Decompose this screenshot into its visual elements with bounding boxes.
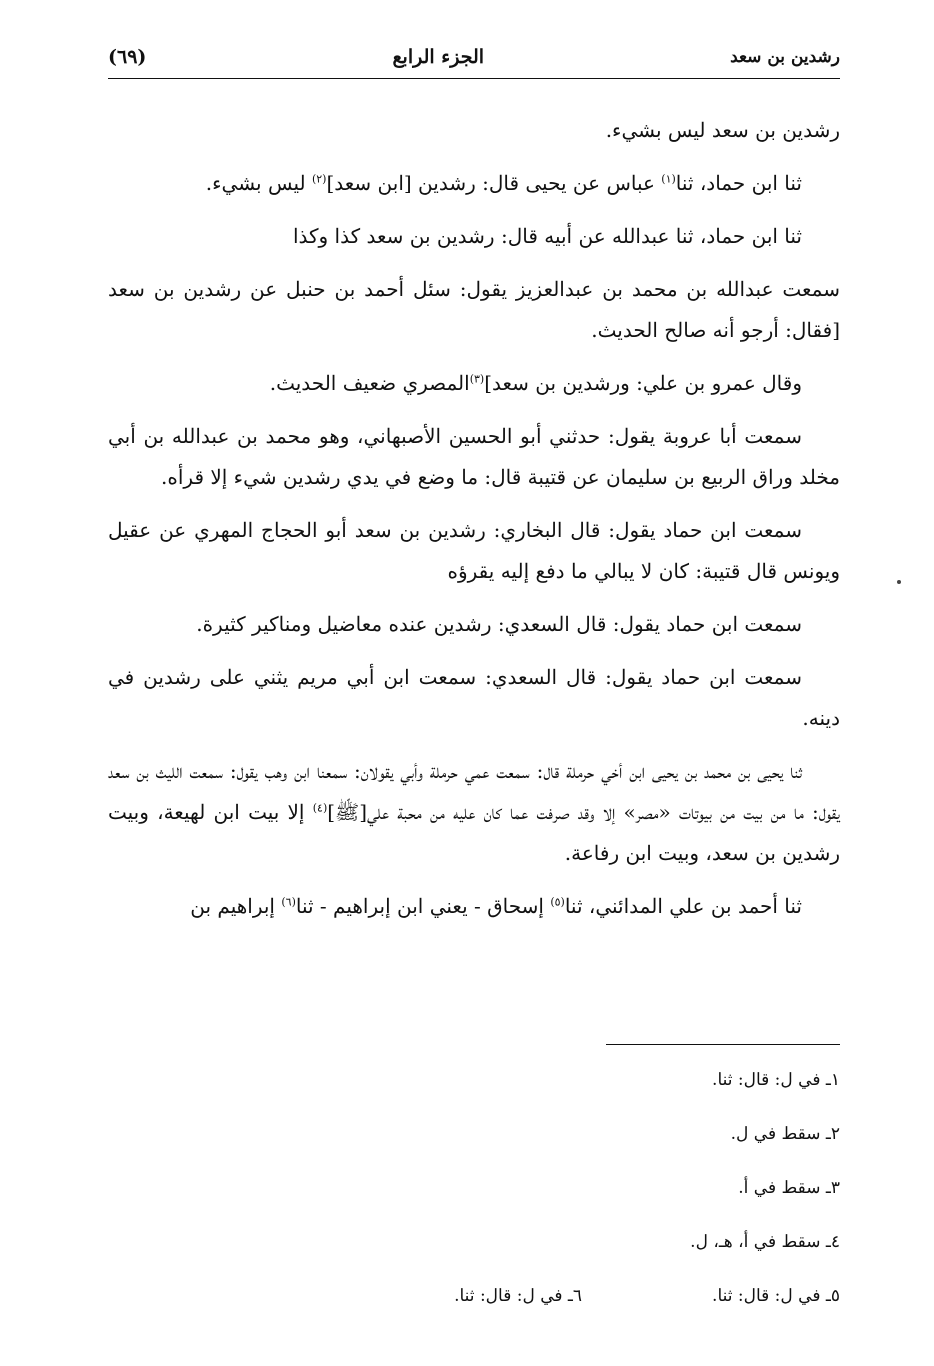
section-title: الجزء الرابع [392,46,485,68]
paragraph [108,163,840,204]
text-run: ثنا ابن حماد، ثنا [675,171,802,195]
footnote-ref: (٤) [312,801,328,815]
footnotes [108,1060,840,1330]
body-text [108,110,840,939]
text-run: إسحاق - يعني ابن إبراهيم - ثنا [295,894,551,918]
footnote: ٥ـ في ل: قال: ثنا. [712,1286,840,1306]
paragraph: ثنا ابن حماد، ثنا عبدالله عن أبيه قال: رشدين بن سعد كذا وكذا [292,224,802,248]
paragraph: سمعت ابن حماد يقول: قال السعدي: سمعت ابن أبي مريم يثني على رشدين في دينه. [108,665,840,730]
paragraph [108,751,840,874]
footnote-ref: (٢) [311,172,327,186]
page-header [108,40,840,74]
text-run: ثنا أحمد بن علي المدائني، ثنا [564,894,802,918]
text-run: وقال عمرو بن علي: ورشدين بن سعد] [484,371,802,395]
text-run: إلا بيت ابن لهيعة، وبيت رشدين بن سعد، وبيت ابن رفاعة. [108,800,840,865]
paragraph: سمعت عبدالله بن محمد بن عبدالعزيز يقول: سئل أحمد بن حنبل عن رشدين بن سعد [فقال: أرجو أنه صالح الحديث. [108,277,840,342]
text-run: المصري ضعيف الحديث. [269,371,470,395]
paragraph: رشدين بن سعد ليس بشيء. [605,118,840,142]
paragraph [108,363,840,404]
text-run: إبراهيم بن [190,894,282,918]
text-run: ليس بشيء. [205,171,312,195]
text-run: عباس عن يحيى قال: رشدين [ابن سعد] [326,171,662,195]
footnote: ١ـ في ل: قال: ثنا. [712,1070,840,1090]
footnote-row [108,1276,840,1330]
page-number: (٦٩) [108,46,147,68]
text-run: ثنا يحيى بن محمد بن يحيى ابن أخي حرملة قال: سمعت عمي حرملة وأبي يقولان: سمعنا ابن وهب يقول: سمعت الليث بن سعد يقول: ما من بيت من بيوتات «مصر» إلا وقد صرفت عما كان عليه من محبة علي[ﷺ] [108,759,840,824]
footnote-ref: (٦) [281,895,296,909]
scan-mark [897,580,901,584]
footnote-ref: (١) [661,172,676,186]
paragraph: سمعت ابن حماد يقول: قال البخاري: رشدين بن سعد أبو الحجاج المهري عن عقيل ويونس قال قتيبة: كان لا يبالي ما دفع إليه يقرؤه [108,518,840,583]
footnote: ٢ـ سقط في ل. [730,1124,840,1144]
paragraph [108,886,840,927]
running-head: رشدين بن سعد [730,47,840,67]
footnote-ref: (٥) [550,895,565,909]
paragraph: سمعت ابن حماد يقول: قال السعدي: رشدين عنده معاضيل ومناكير كثيرة. [196,612,802,636]
footnote: ٦ـ في ل: قال: ثنا. [454,1286,583,1306]
footnote-ref: (٣) [469,372,485,386]
footnote: ٤ـ سقط في أ، هـ، ل. [690,1232,840,1252]
paragraph: سمعت أبا عروبة يقول: حدثني أبو الحسين الأصبهاني، وهو محمد بن عبدالله بن أبي مخلد وراق الربيع بن سليمان عن قتيبة قال: ما وضع في يدي رشدين شيء إلا قرأه. [108,424,840,489]
footnote-rule [606,1044,840,1045]
footnote: ٣ـ سقط في أ. [738,1178,840,1198]
header-rule [108,78,840,79]
